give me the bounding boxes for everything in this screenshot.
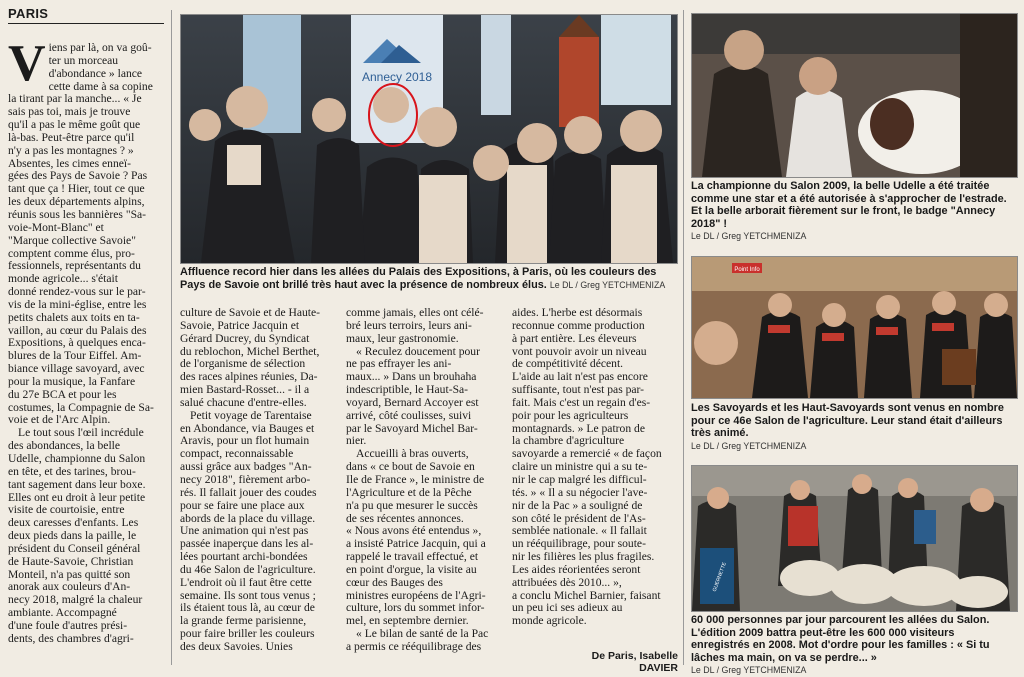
text-line: petits chalets aux toits en ta-: [8, 311, 140, 324]
point-info-sign: Point Info: [734, 267, 760, 273]
cow-photo-credit: Le DL / Greg YETCHMENIZA: [691, 231, 807, 242]
text-line: culture, lors du sommet infor-: [346, 602, 485, 615]
column-2-text: [180, 307, 338, 654]
text-line: la grande ferme parisienne,: [180, 615, 307, 628]
main-caption-text: Affluence record hier dans les allées du Palais des Expositions, à Paris, où les couleurs des Pays de Savoie ont brillé très haut avec la présence de nombreux élus.: [180, 266, 657, 291]
text-line: mel, en septembre dernier.: [346, 615, 469, 628]
sheep-photo-image: [692, 466, 1017, 611]
text-line: monde agricole.: [512, 615, 587, 628]
text-line: biance village savoyard, avec: [8, 363, 145, 376]
text-line: deux caresses d'enfants. Les: [8, 517, 139, 530]
text-line: l'Agriculture et de la Pêche: [346, 486, 472, 499]
text-line: des races alpines réunies, Da-: [180, 371, 318, 384]
text-line: culture de Savoie et de Haute-: [180, 307, 321, 319]
text-line: abords de la place du village.: [180, 512, 316, 525]
text-line: ils étaient tous là, au cœur de: [180, 602, 315, 615]
text-line: deux pieds dans la paille, le: [8, 530, 137, 543]
text-line: pour la musique, la Fanfare: [8, 375, 136, 388]
text-line: fessionnels, représentants du: [8, 260, 141, 273]
text-line: a insisté Patrice Jacquin, qui a: [346, 538, 486, 551]
crowd-photo: [691, 256, 1018, 399]
text-line: a permis ce rééquilibrage des: [346, 640, 482, 653]
annecy-banner-text: Annecy 2018: [361, 70, 433, 84]
section-kicker: PARIS: [8, 6, 164, 24]
text-line: d'abondance » lance: [48, 67, 143, 80]
text-line: cœur des Bauges des: [346, 576, 443, 589]
text-line: dents, des chambres d'agri-: [8, 632, 134, 645]
text-line: necy 2018", fièrement arbo-: [180, 473, 311, 486]
article-column-4: [512, 307, 676, 628]
text-line: L'aide au lait n'est pas encore: [512, 371, 648, 384]
text-line: Gérard Ducrey, du Syndicat: [180, 332, 310, 345]
text-line: nir le cap malgré les difficul-: [512, 473, 647, 486]
crowd-caption-text: Les Savoyards et les Haut-Savoyards sont venus en nombre pour ce 46e Salon de l'agriculture. Leur stand était d'ailleurs très animé.: [691, 402, 1004, 440]
main-photo: [180, 14, 678, 264]
text-line: la chambre d'agriculture: [512, 435, 625, 448]
text-line: claire un ministre qui a su te-: [512, 461, 648, 474]
text-line: arrivé, côté coulisses, suivi: [346, 409, 472, 422]
text-line: cette dame à sa copine: [48, 80, 153, 93]
text-line: Ile de France », le ministre de: [346, 473, 485, 486]
drop-cap: V: [8, 35, 46, 92]
text-line: par le Savoyard Michel Bar-: [346, 422, 478, 435]
text-line: voyard, Bernard Accoyer est: [346, 396, 479, 409]
text-line: Une animation qui n'est pas: [180, 525, 309, 538]
cow-photo-caption: [691, 180, 1016, 243]
text-line: du reblochon, Michel Berthet,: [180, 345, 320, 358]
text-line: ter un morceau: [48, 54, 119, 67]
main-photo-credit: Le DL / Greg YETCHMENIZA: [549, 279, 666, 290]
text-line: rappelé le travail effectué, et: [346, 551, 479, 564]
column-4-text: [512, 307, 676, 628]
text-line: qu'il a pas le même goût que: [8, 119, 141, 132]
text-line: n'y a pas les montagnes ? »: [8, 144, 134, 157]
text-line: en point d'orgue, la visite au: [346, 563, 477, 576]
text-line: maux... » Dans un brouhaha: [346, 371, 477, 384]
text-line: vaillon, au cœur du Palais des: [8, 324, 147, 337]
sheep-photo-credit: Le DL / Greg YETCHMENIZA: [691, 665, 807, 676]
crowd-photo-image: [692, 257, 1017, 398]
text-line: aides. L'herbe est désormais: [512, 307, 643, 319]
text-line: Le tout sous l'œil incrédule: [18, 427, 144, 440]
text-line: passée inaperçue dans les al-: [180, 538, 314, 551]
text-line: semaine. Ils sont tous venus ;: [180, 589, 316, 602]
article-column-3: [346, 307, 504, 654]
text-line: Udelle, championne du Salon: [8, 453, 146, 465]
text-line: savoyarde a remercié « de façon: [512, 448, 662, 461]
sheep-photo-caption: [691, 614, 1016, 677]
text-line: « Le bilan de santé de la Pac: [356, 628, 489, 641]
text-line: réunis sous les bannières "Sa-: [8, 208, 147, 221]
text-line: poir pour les agriculteurs: [512, 409, 629, 422]
text-line: L'endroit où il faut être cette: [180, 576, 312, 589]
crowd-photo-caption: [691, 402, 1016, 452]
text-line: Savoie, Patrice Jacquin et: [180, 319, 300, 332]
text-line: blures de la Tour Eiffel. Am-: [8, 350, 142, 363]
guernette-sign: GUERNETTE: [711, 561, 728, 593]
text-line: nir les filières les plus fragiles.: [512, 551, 655, 564]
text-line: mien Bastard-Rosset... - il a: [180, 384, 310, 397]
text-line: sais pas toi, mais je trouve: [8, 106, 131, 119]
text-line: la tirant par la manche... « Je: [8, 93, 142, 106]
text-line: nir de la Pac » a souligné de: [512, 499, 643, 512]
text-line: monde agricole... s'était: [8, 273, 118, 286]
text-line: costumes, la Compagnie de Sa-: [8, 401, 154, 414]
text-line: Expositions, à quelques enca-: [8, 337, 146, 350]
article-column-2: [180, 307, 338, 654]
cow-caption-text: La championne du Salon 2009, la belle Udelle a été traitée comme une star et a été autorisée à s'approcher de l'estrade. Et la belle arborait fièrement sur le front, le badge "Annecy 2018" !: [691, 180, 1007, 230]
text-line: suffisante, tout n'est pas par-: [512, 384, 645, 397]
text-line: du 27e BCA et pour les: [8, 388, 117, 401]
text-line: "Marque collective Savoie": [8, 234, 136, 247]
text-line: son côté le président de l'As-: [512, 512, 646, 525]
text-line: Aravis, pour un flot humain: [180, 435, 310, 448]
text-line: n'a pu que mesurer le succès: [346, 499, 478, 512]
text-line: les deux départements alpins,: [8, 196, 145, 209]
text-line: aussi grâce aux badges "An-: [180, 461, 312, 474]
text-line: de l'organisme de sélection: [180, 358, 306, 371]
text-line: vont pouvoir avoir un niveau: [512, 345, 647, 358]
text-line: Les aides réorientées seront: [512, 563, 641, 576]
article-byline: De Paris, Isabelle DAVIER: [591, 650, 678, 674]
text-line: indescriptible, le Haut-Sa-: [346, 384, 469, 397]
text-line: Petit voyage de Tarentaise: [190, 409, 312, 422]
text-line: attribuées dès 2010... »,: [512, 576, 622, 589]
text-line: de Haute-Savoie, Christian: [8, 555, 134, 568]
text-line: Monteil, n'a pas quitté son: [8, 568, 131, 581]
text-line: Accueilli à bras ouverts,: [356, 448, 469, 461]
text-line: tant sagement dans leur boxe.: [8, 478, 146, 491]
column-divider: [171, 10, 172, 665]
text-line: tés. » « Il a su négocier l'ave-: [512, 486, 648, 499]
text-line: reconnue comme production: [512, 319, 645, 332]
text-line: anorak aux couleurs d'An-: [8, 581, 131, 594]
text-line: gées des Pays de Savoie ? Pas: [8, 170, 148, 183]
text-line: visite de courtoisie, entre: [8, 504, 125, 517]
text-line: voie et de l'Arc Alpin.: [8, 414, 111, 427]
text-line: ambiante. Accompagné: [8, 607, 117, 620]
text-line: compact, reconnaissable: [180, 448, 294, 461]
text-line: donné rendez-vous sur le par-: [8, 286, 146, 299]
crowd-photo-credit: Le DL / Greg YETCHMENIZA: [691, 440, 807, 451]
text-line: un rééquilibrage, pour soute-: [512, 538, 646, 551]
text-line: dans « ce bout de Savoie en: [346, 461, 475, 474]
text-line: du 46e Salon de l'agriculture.: [180, 563, 316, 576]
text-line: là-bas. Peut-être parce qu'il: [8, 131, 135, 144]
text-line: rés. Il fallait jouer des coudes: [180, 486, 317, 499]
text-line: d'une foule d'autres prési-: [8, 619, 128, 632]
text-line: necy 2018, malgré la chaleur: [8, 594, 143, 607]
article-column-1: [8, 35, 164, 646]
text-line: a conclu Michel Barnier, faisant: [512, 589, 661, 602]
text-line: Absentes, les cimes enneï-: [8, 157, 131, 170]
main-photo-caption: [180, 266, 676, 291]
text-line: lées pourtant archi-bondées: [180, 551, 308, 564]
column-3-text: [346, 307, 504, 654]
text-line: maux, leur gastronomie.: [346, 332, 459, 345]
column-1-text: [8, 35, 164, 646]
cow-photo-image: [692, 14, 1017, 177]
text-line: en tête, et des tarines, brou-: [8, 465, 136, 478]
text-line: « Reculez doucement pour: [356, 345, 480, 358]
text-line: semblée nationale. « Il fallait: [512, 525, 647, 538]
text-line: président du Conseil général: [8, 542, 141, 555]
text-line: voie-Mont-Blanc" et: [8, 221, 104, 234]
main-photo-image: [181, 15, 677, 263]
text-line: fait. Mais c'est un regain d'es-: [512, 396, 651, 409]
text-line: des deux Savoies. Unies: [180, 640, 293, 653]
text-line: vis de la mini-église, entre les: [8, 298, 147, 311]
text-line: montagnards. » Le patron de: [512, 422, 645, 435]
text-line: « Nous avons été entendus »,: [346, 525, 482, 538]
text-line: tant que ça ! Hier, tout ce que: [8, 183, 145, 196]
text-line: comme jamais, elles ont célé-: [346, 307, 484, 319]
text-line: ministres européens de l'Agri-: [346, 589, 486, 602]
text-line: iens par là, on va goû-: [48, 42, 152, 54]
text-line: bré leurs terroirs, leurs ani-: [346, 319, 472, 332]
text-line: nier.: [346, 435, 367, 448]
text-line: un peu ici ses adieux au: [512, 602, 623, 615]
text-line: comptent comme élus, pro-: [8, 247, 135, 260]
text-line: salué chacune d'entre-elles.: [180, 396, 307, 409]
text-line: pour faire briller les couleurs: [180, 628, 315, 641]
text-line: Elles ont eu droit à leur petite: [8, 491, 146, 504]
text-line: des abondances, la belle: [8, 440, 121, 453]
text-line: en Abondance, via Bauges et: [180, 422, 315, 435]
column-divider-right: [683, 10, 684, 665]
cow-photo: [691, 13, 1018, 178]
sheep-photo: [691, 465, 1018, 612]
text-line: de compétitivité décent.: [512, 358, 624, 371]
text-line: à part entière. Les éleveurs: [512, 332, 637, 345]
text-line: ne pas effrayer les ani-: [346, 358, 452, 371]
sheep-caption-text: 60 000 personnes par jour parcourent les allées du Salon. L'édition 2009 battra peut-être les 600 000 visiteurs enregistrés en 2008. Mot d'ordre pour les familles : « Si tu lâches ma main, on va se perdre... »: [691, 614, 990, 664]
text-line: pour se faire une place aux: [180, 499, 305, 512]
text-line: de ses récentes annonces.: [346, 512, 464, 525]
